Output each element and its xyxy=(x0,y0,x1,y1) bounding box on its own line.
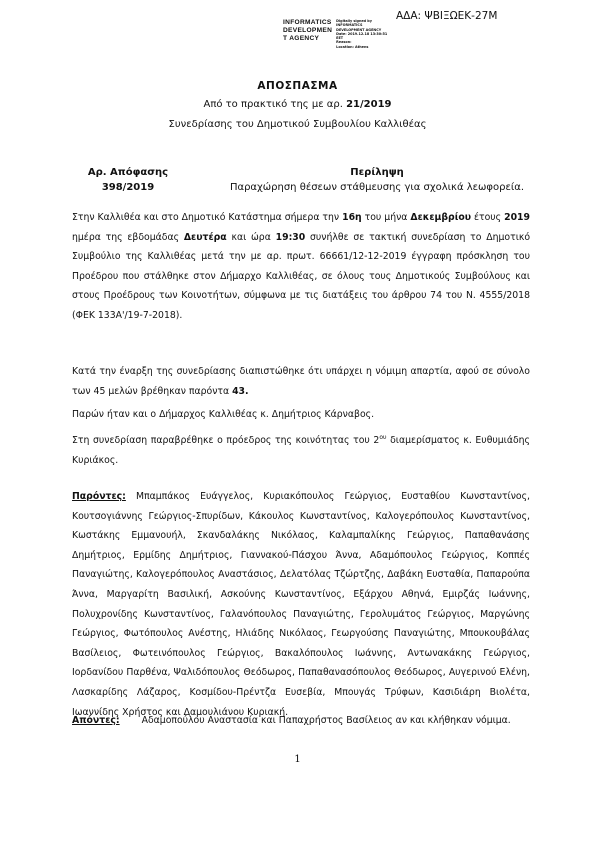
present-members-list: Μπαμπάκος Ευάγγελος, Κυριακόπουλος Γεώργιος, Ευσταθίου Κωνσταντίνος, Κουτσογιάννης Γεώργιος-Σπυρίδων, Κάκουλος Κωνσταντίνος, Καλογερόπουλος Κωνσταντίνος, Κωστάκης Εμμανουήλ, Σκανδαλάκης Νικόλαος, Καλαμπαλίκης Γεώργιος, Παπαθανάσης Δημήτριος, Ερμίδης Δημήτριος, Γιαννακού-Πάσχου Άννα, Αδαμόπουλος Γεώργιος, Κοππές Παναγιώτης, Καλογερόπουλος Αναστάσιος, Δελατόλας Τζώρτζης, Δαβάκη Ευσταθία, Παπαρούπα Άννα, Μαργαρίτη Βασιλική, Ασκούνης Κωνσταντίνος, Εξάρχου Αθηνά, Εμιρζάς Ιωάννης, Πολυχρονίδης Κωνσταντίνος, Γαλανόπουλος Παναγιώτης, Γερολυμάτος Γεώργιος, Μαργώνης Γεώργιος, Φωτόπουλος Ανέστης, Ηλιάδης Νικόλαος, Γεωργούσης Παναγιώτης, Μπουκουβάλας Βασίλειος, Φωτεινόπουλος Γεώργιος, Βακαλόπουλος Ιωάννης, Αντωνακάκης Γεώργιος, Ιορδανίδου Παρθένα, Ψαλιδόπουλος Θεόδωρος, Παπαθανασόπουλος Θεόδωρος, Αυγερινού Ελένη, Λασκαρίδης Λάζαρος, Κοσμίδου-Πρέντζα Ευσεβία, Μπουγάς Τρύφων, Κασιδιάρη Βιολέτα, Ιωαννίδης Χρήστος και Δαμουλιάνου Κυριακή. xyxy=(72,491,530,718)
present-label: Παρόντες: xyxy=(72,491,126,502)
summary-block xyxy=(222,165,532,195)
text-run: έτους xyxy=(471,212,505,223)
seal-detail-line: DEVELOPMENT AGENCY xyxy=(336,27,382,32)
seal-line: INFORMATICS xyxy=(283,19,332,26)
text-run: Στην Καλλιθέα και στο Δημοτικό Κατάστημα σήμερα την xyxy=(72,212,343,223)
text-run: του μήνα xyxy=(361,212,411,223)
seal-detail-line: EET xyxy=(336,36,344,41)
seal-detail-line: Reason: xyxy=(336,40,352,45)
text-run: ημέρα της εβδομάδας xyxy=(72,231,184,243)
decision-number-block xyxy=(78,165,178,195)
quorum-paragraph xyxy=(72,362,530,401)
text-run: Κατά την έναρξη της συνεδρίασης διαπιστώθηκε ότι υπάρχει η νόμιμη απαρτία, αφού σε σύνολο των 45 μελών βρέθηκαν παρόντα xyxy=(72,366,530,397)
seal-line: DEVELOPMEN xyxy=(283,27,333,34)
ada-code: ΑΔΑ: ΨΒΙΞΩΕΚ-27Μ xyxy=(396,10,498,22)
text-run: διαμερίσματος κ. Ευθυμιάδης Κυριάκος. xyxy=(72,435,530,466)
seal-detail-line: Location: Athens xyxy=(336,44,369,49)
document-title: ΑΠΟΣΠΑΣΜΑ xyxy=(257,80,338,92)
present-count: 43. xyxy=(232,385,249,397)
session-opening-paragraph xyxy=(72,208,530,326)
absent-label: Απόντες: xyxy=(72,715,120,726)
decision-number: 398/2019 xyxy=(101,182,155,193)
council-session-line: Συνεδρίασης του Δημοτικού Συμβουλίου Καλλιθέας xyxy=(168,119,427,130)
session-year: 2019 xyxy=(504,212,530,223)
digital-signature-stamp xyxy=(283,19,387,49)
seal-line: T AGENCY xyxy=(283,35,320,42)
text-run: συνήλθε σε τακτική συνεδρίαση το Δημοτικό Συμβούλιο της Καλλιθέας μετά την με αρ. πρωτ. 66661/12-12-2019 έγγραφη πρόσκληση του Προέδρου που στάλθηκε στον Δήμαρχο Καλλιθέας, σε όλους τους Δημοτικούς Συμβούλους και στους Προέδρους των Κοινοτήτων, σύμφωνα με τις διατάξεις του άρθρου 74 του Ν. 4555/2018 (ΦΕΚ 133Α'/19-7-2018). xyxy=(72,231,531,321)
minutes-prefix: Από το πρακτικό της με αρ. xyxy=(203,99,347,110)
text-run: και ώρα xyxy=(226,231,276,243)
summary-label: Περίληψη xyxy=(350,167,404,178)
session-month: Δεκεμβρίου xyxy=(410,212,471,223)
session-weekday: Δευτέρα xyxy=(183,231,227,243)
minutes-number: 21/2019 xyxy=(346,99,392,110)
absent-members-paragraph xyxy=(72,711,530,731)
present-members-paragraph xyxy=(72,487,530,722)
community-president-paragraph xyxy=(72,428,530,470)
summary-text: Παραχώρηση θέσεων στάθμευσης για σχολικά λεωφορεία. xyxy=(229,182,525,193)
signature-details xyxy=(336,19,387,49)
session-time: 19:30 xyxy=(275,231,306,243)
decision-label: Αρ. Απόφασης xyxy=(87,167,169,178)
seal-detail-line: Date: 2019.12.18 13:30:51 xyxy=(336,31,388,36)
page-number: 1 xyxy=(294,754,301,765)
ordinal-suffix: ου xyxy=(379,434,387,441)
text-run: Στη συνεδρίαση παραβρέθηκε ο πρόεδρος της κοινότητας του 2 xyxy=(72,435,380,447)
minutes-reference xyxy=(0,99,595,110)
seal-detail-line: INFORMATICS xyxy=(336,23,363,28)
mayor-presence-paragraph: Παρών ήταν και ο Δήμαρχος Καλλιθέας κ. Δημήτριος Κάρναβος. xyxy=(72,409,375,420)
signature-agency-name xyxy=(283,19,332,43)
session-day: 16η xyxy=(342,212,362,223)
absent-members-list: Αδαμοπούλου Αναστασία και Παπαχρήστος Βασίλειος αν και κλήθηκαν νόμιμα. xyxy=(141,715,511,726)
seal-detail-line: Digitally signed by xyxy=(336,19,372,23)
